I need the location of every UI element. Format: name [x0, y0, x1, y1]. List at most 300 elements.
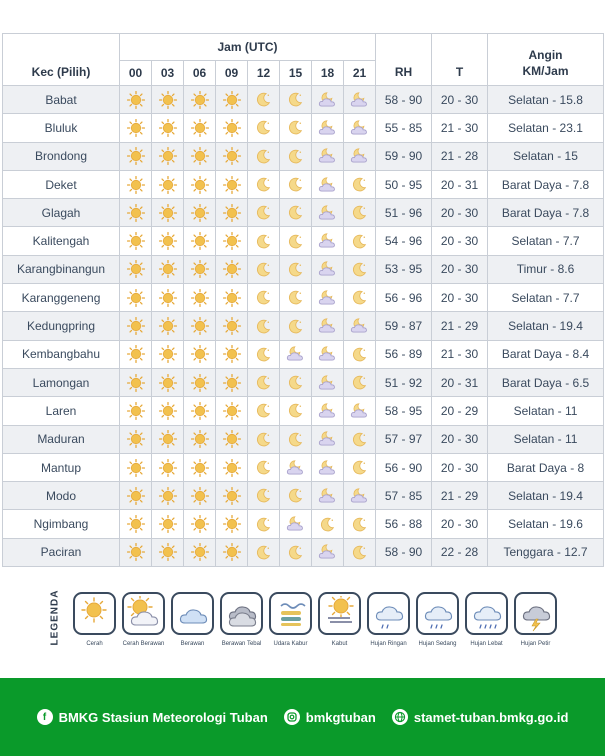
weather-cell	[216, 340, 248, 368]
kecamatan-name: Karangbinangun	[3, 255, 120, 283]
weather-cell	[344, 510, 376, 538]
kec-header[interactable]: Kec (Pilih)	[3, 34, 120, 86]
wind-value: Barat Daya - 8.4	[488, 340, 604, 368]
weather-cell	[216, 368, 248, 396]
sun-icon	[216, 176, 247, 194]
weather-cell	[152, 510, 184, 538]
weather-cell	[280, 368, 312, 396]
moon-icon	[248, 261, 279, 278]
globe-icon	[392, 709, 408, 725]
angin-header	[488, 34, 604, 86]
weather-cell	[216, 510, 248, 538]
facebook-label: BMKG Stasiun Meteorologi Tuban	[58, 709, 268, 725]
sun-icon	[184, 459, 215, 477]
kecamatan-name: Bluluk	[3, 114, 120, 142]
weather-cell	[184, 227, 216, 255]
weather-cell	[152, 538, 184, 566]
rh-value: 56 - 89	[376, 340, 432, 368]
sun-icon	[73, 592, 116, 635]
website-label: stamet-tuban.bmkg.go.id	[413, 709, 569, 725]
weather-cell	[312, 453, 344, 481]
weather-cell	[184, 142, 216, 170]
weather-cell	[152, 482, 184, 510]
weather-cell	[216, 482, 248, 510]
weather-cell	[312, 397, 344, 425]
moon-icon	[248, 204, 279, 221]
sun-icon	[184, 147, 215, 165]
temperature-value: 21 - 29	[432, 482, 488, 510]
weather-cell	[216, 86, 248, 114]
cloud-moon-icon	[312, 458, 343, 478]
weather-cell	[248, 170, 280, 198]
sun-icon	[120, 459, 151, 477]
weather-cell	[344, 368, 376, 396]
footer-website[interactable]	[392, 709, 569, 725]
moon-icon	[280, 289, 311, 306]
weather-cell	[344, 453, 376, 481]
sun-icon	[216, 147, 247, 165]
temperature-value: 20 - 30	[432, 453, 488, 481]
weather-cell	[344, 170, 376, 198]
legend-item	[269, 592, 312, 647]
wind-value: Selatan - 7.7	[488, 284, 604, 312]
rh-value: 56 - 96	[376, 284, 432, 312]
weather-cell	[184, 170, 216, 198]
rh-value: 53 - 95	[376, 255, 432, 283]
moon-icon	[248, 346, 279, 363]
moon-icon	[280, 544, 311, 561]
cloud-moon-icon	[312, 90, 343, 110]
hour-header-18: 18	[312, 61, 344, 86]
weather-cell	[248, 255, 280, 283]
sun-icon	[184, 204, 215, 222]
legend-title	[45, 589, 63, 648]
weather-cell	[184, 397, 216, 425]
kecamatan-name: Babat	[3, 86, 120, 114]
sun-icon	[120, 176, 151, 194]
weather-cell	[344, 142, 376, 170]
wind-value: Selatan - 7.7	[488, 227, 604, 255]
legend-label: Hujan Petir	[520, 641, 551, 647]
wind-value: Selatan - 11	[488, 397, 604, 425]
moon-icon	[248, 318, 279, 335]
sun-icon	[216, 260, 247, 278]
weather-cell	[280, 86, 312, 114]
rh-value: 59 - 87	[376, 312, 432, 340]
moon-icon	[248, 176, 279, 193]
weather-cell	[216, 284, 248, 312]
sun-icon	[216, 543, 247, 561]
weather-cell	[280, 453, 312, 481]
kecamatan-name: Ngimbang	[3, 510, 120, 538]
kecamatan-name: Kalitengah	[3, 227, 120, 255]
sun-icon	[216, 487, 247, 505]
weather-cell	[280, 340, 312, 368]
weather-cell	[280, 170, 312, 198]
sun-icon	[152, 430, 183, 448]
moderate-rain-icon	[416, 592, 459, 635]
moon-icon	[248, 119, 279, 136]
sun-icon	[120, 543, 151, 561]
weather-cell	[312, 538, 344, 566]
sun-icon	[216, 289, 247, 307]
kecamatan-name: Kedungpring	[3, 312, 120, 340]
cloud-moon-icon	[312, 429, 343, 449]
weather-cell	[344, 340, 376, 368]
temperature-value: 21 - 30	[432, 340, 488, 368]
rh-value: 58 - 90	[376, 538, 432, 566]
weather-cell	[248, 397, 280, 425]
sun-icon	[120, 487, 151, 505]
kecamatan-name: Deket	[3, 170, 120, 198]
cloud-moon-icon	[312, 288, 343, 308]
weather-cell	[152, 340, 184, 368]
wind-value: Timur - 8.6	[488, 255, 604, 283]
weather-cell	[120, 368, 152, 396]
legend-item	[318, 592, 361, 647]
sun-icon	[216, 515, 247, 533]
weather-cell	[216, 425, 248, 453]
legend	[45, 589, 565, 652]
weather-cell	[152, 284, 184, 312]
rh-value: 57 - 97	[376, 425, 432, 453]
cloud-moon-icon	[280, 344, 311, 364]
weather-cell	[248, 199, 280, 227]
weather-cell	[312, 170, 344, 198]
sun-icon	[216, 430, 247, 448]
cloud-moon-icon	[344, 316, 375, 336]
temperature-value: 20 - 30	[432, 510, 488, 538]
legend-label: Berawan	[180, 641, 205, 647]
sun-icon	[152, 543, 183, 561]
weather-cell	[120, 142, 152, 170]
weather-cell	[152, 142, 184, 170]
sun-icon	[184, 317, 215, 335]
table-row	[3, 425, 604, 453]
weather-cell	[248, 482, 280, 510]
moon-icon	[280, 233, 311, 250]
moon-icon	[344, 204, 375, 221]
weather-cell	[216, 170, 248, 198]
sun-icon	[152, 204, 183, 222]
weather-cell	[344, 482, 376, 510]
sun-icon	[216, 459, 247, 477]
weather-cell	[248, 425, 280, 453]
temperature-value: 21 - 30	[432, 114, 488, 142]
legend-label: Hujan Lebat	[470, 641, 503, 647]
weather-cell	[120, 199, 152, 227]
moon-icon	[280, 318, 311, 335]
temperature-value: 20 - 30	[432, 227, 488, 255]
cloud-moon-icon	[280, 458, 311, 478]
weather-cell	[216, 142, 248, 170]
moon-icon	[344, 176, 375, 193]
kecamatan-name: Karanggeneng	[3, 284, 120, 312]
weather-cell	[152, 312, 184, 340]
table-row	[3, 312, 604, 340]
weather-cell	[152, 170, 184, 198]
moon-icon	[344, 516, 375, 533]
angin-unit-label: KM/Jam	[522, 64, 569, 78]
weather-cell	[152, 86, 184, 114]
sun-icon	[216, 402, 247, 420]
weather-cell	[312, 142, 344, 170]
weather-cell	[152, 397, 184, 425]
sun-icon	[120, 204, 151, 222]
legend-label: Udara Kabur	[273, 641, 308, 647]
weather-cell	[184, 312, 216, 340]
moon-icon	[344, 261, 375, 278]
weather-cell	[344, 255, 376, 283]
table-row	[3, 368, 604, 396]
sun-icon	[152, 260, 183, 278]
wind-value: Tenggara - 12.7	[488, 538, 604, 566]
weather-cell	[152, 255, 184, 283]
table-row	[3, 255, 604, 283]
weather-cell	[248, 538, 280, 566]
rh-value: 55 - 85	[376, 114, 432, 142]
weather-cell	[184, 284, 216, 312]
moon-icon	[344, 459, 375, 476]
moon-icon	[248, 487, 279, 504]
sun-icon	[152, 176, 183, 194]
weather-cell	[248, 284, 280, 312]
weather-cell	[344, 397, 376, 425]
wind-value: Selatan - 19.4	[488, 482, 604, 510]
sun-icon	[184, 402, 215, 420]
cloud-moon-icon	[280, 514, 311, 534]
moon-icon	[312, 516, 343, 533]
weather-cell	[184, 199, 216, 227]
weather-cell	[248, 142, 280, 170]
weather-cell	[248, 340, 280, 368]
weather-cell	[120, 453, 152, 481]
weather-cell	[152, 453, 184, 481]
sun-icon	[152, 487, 183, 505]
moon-icon	[344, 346, 375, 363]
moon-icon	[344, 431, 375, 448]
table-row	[3, 340, 604, 368]
legend-item	[122, 592, 165, 647]
weather-cell	[248, 368, 280, 396]
table-row	[3, 284, 604, 312]
hour-header-15: 15	[280, 61, 312, 86]
sun-icon	[120, 289, 151, 307]
legend-items	[73, 592, 557, 647]
weather-cell	[344, 538, 376, 566]
cloud-moon-icon	[312, 259, 343, 279]
jam-header: Jam (UTC)	[120, 34, 376, 61]
moon-icon	[280, 374, 311, 391]
weather-cell	[120, 538, 152, 566]
moon-icon	[248, 516, 279, 533]
legend-item	[465, 592, 508, 647]
weather-cell	[248, 86, 280, 114]
legend-item	[416, 592, 459, 647]
rh-value: 56 - 90	[376, 453, 432, 481]
sun-icon	[152, 232, 183, 250]
wind-value: Barat Daya - 6.5	[488, 368, 604, 396]
sun-icon	[152, 317, 183, 335]
weather-cell	[120, 284, 152, 312]
weather-cell	[184, 114, 216, 142]
cloud-moon-icon	[344, 401, 375, 421]
sun-icon	[120, 430, 151, 448]
sun-icon	[152, 515, 183, 533]
weather-cell	[152, 199, 184, 227]
weather-cell	[248, 510, 280, 538]
moon-icon	[344, 374, 375, 391]
temperature-value: 20 - 30	[432, 199, 488, 227]
weather-cell	[280, 114, 312, 142]
sun-icon	[184, 232, 215, 250]
weather-cell	[312, 199, 344, 227]
sun-icon	[120, 374, 151, 392]
cloud-moon-icon	[344, 486, 375, 506]
footer-facebook[interactable]	[37, 709, 268, 725]
weather-cell	[184, 510, 216, 538]
weather-cell	[184, 425, 216, 453]
thunderstorm-icon	[514, 592, 557, 635]
moon-icon	[248, 148, 279, 165]
weather-cell	[216, 114, 248, 142]
rh-value: 51 - 92	[376, 368, 432, 396]
cloud-moon-icon	[312, 344, 343, 364]
moon-icon	[248, 402, 279, 419]
weather-cell	[280, 482, 312, 510]
hour-header-09: 09	[216, 61, 248, 86]
sun-icon	[216, 91, 247, 109]
sun-icon	[216, 204, 247, 222]
moon-icon	[280, 204, 311, 221]
weather-cell	[120, 482, 152, 510]
sun-icon	[152, 91, 183, 109]
wind-value: Barat Daya - 8	[488, 453, 604, 481]
rh-value: 57 - 85	[376, 482, 432, 510]
wind-value: Selatan - 15	[488, 142, 604, 170]
weather-cell	[344, 312, 376, 340]
sun-icon	[120, 119, 151, 137]
rh-value: 56 - 88	[376, 510, 432, 538]
kecamatan-name: Lamongan	[3, 368, 120, 396]
hour-header-12: 12	[248, 61, 280, 86]
weather-cell	[248, 227, 280, 255]
rh-value: 58 - 95	[376, 397, 432, 425]
weather-cell	[216, 312, 248, 340]
sun-icon	[184, 374, 215, 392]
rh-header: RH	[376, 34, 432, 86]
cloud-moon-icon	[312, 542, 343, 562]
weather-cell	[312, 284, 344, 312]
table-row	[3, 453, 604, 481]
weather-cell	[120, 86, 152, 114]
legend-item	[73, 592, 116, 647]
sun-icon	[152, 345, 183, 363]
t-header: T	[432, 34, 488, 86]
wind-value: Selatan - 15.8	[488, 86, 604, 114]
table-row	[3, 227, 604, 255]
temperature-value: 20 - 30	[432, 255, 488, 283]
kecamatan-name: Paciran	[3, 538, 120, 566]
cloud-moon-icon	[312, 373, 343, 393]
cloud-moon-icon	[312, 231, 343, 251]
sun-icon	[216, 232, 247, 250]
legend-item	[171, 592, 214, 647]
legend-title-text: LEGENDA	[49, 589, 61, 646]
sun-icon	[184, 487, 215, 505]
moon-icon	[248, 289, 279, 306]
legend-item	[514, 592, 557, 647]
temperature-value: 20 - 31	[432, 368, 488, 396]
weather-cell	[280, 397, 312, 425]
weather-cell	[312, 510, 344, 538]
table-row	[3, 114, 604, 142]
sun-icon	[120, 402, 151, 420]
weather-cell	[216, 199, 248, 227]
legend-label: Hujan Sedang	[418, 641, 457, 647]
weather-cell	[312, 86, 344, 114]
moon-icon	[344, 233, 375, 250]
sun-icon	[184, 91, 215, 109]
hour-header-21: 21	[344, 61, 376, 86]
footer-instagram[interactable]	[284, 709, 376, 725]
sun-icon	[152, 374, 183, 392]
weather-cell	[312, 368, 344, 396]
temperature-value: 20 - 30	[432, 86, 488, 114]
moon-icon	[280, 261, 311, 278]
cloud-moon-icon	[344, 90, 375, 110]
weather-cell	[344, 425, 376, 453]
weather-cell	[280, 255, 312, 283]
hour-header-00: 00	[120, 61, 152, 86]
sun-icon	[120, 260, 151, 278]
sun-icon	[152, 119, 183, 137]
moon-icon	[248, 374, 279, 391]
weather-cell	[280, 142, 312, 170]
rh-value: 51 - 96	[376, 199, 432, 227]
cloud-moon-icon	[312, 118, 343, 138]
rh-value: 50 - 95	[376, 170, 432, 198]
weather-cell	[120, 170, 152, 198]
weather-cell	[216, 227, 248, 255]
table-row	[3, 170, 604, 198]
weather-cell	[248, 453, 280, 481]
wind-value: Barat Daya - 7.8	[488, 170, 604, 198]
sun-icon	[120, 345, 151, 363]
sun-icon	[184, 430, 215, 448]
weather-cell	[120, 397, 152, 425]
weather-cell	[120, 425, 152, 453]
weather-cell	[344, 227, 376, 255]
temperature-value: 20 - 30	[432, 425, 488, 453]
sun-icon	[120, 232, 151, 250]
kecamatan-name: Brondong	[3, 142, 120, 170]
sun-icon	[216, 345, 247, 363]
sun-icon	[216, 119, 247, 137]
table-row	[3, 510, 604, 538]
angin-label: Angin	[528, 48, 563, 62]
rh-value: 59 - 90	[376, 142, 432, 170]
moon-icon	[280, 119, 311, 136]
temperature-value: 20 - 30	[432, 284, 488, 312]
moon-icon	[248, 459, 279, 476]
weather-cell	[216, 397, 248, 425]
moon-icon	[248, 544, 279, 561]
weather-cell	[280, 510, 312, 538]
wind-value: Selatan - 19.4	[488, 312, 604, 340]
weather-cell	[120, 510, 152, 538]
weather-cell	[312, 227, 344, 255]
